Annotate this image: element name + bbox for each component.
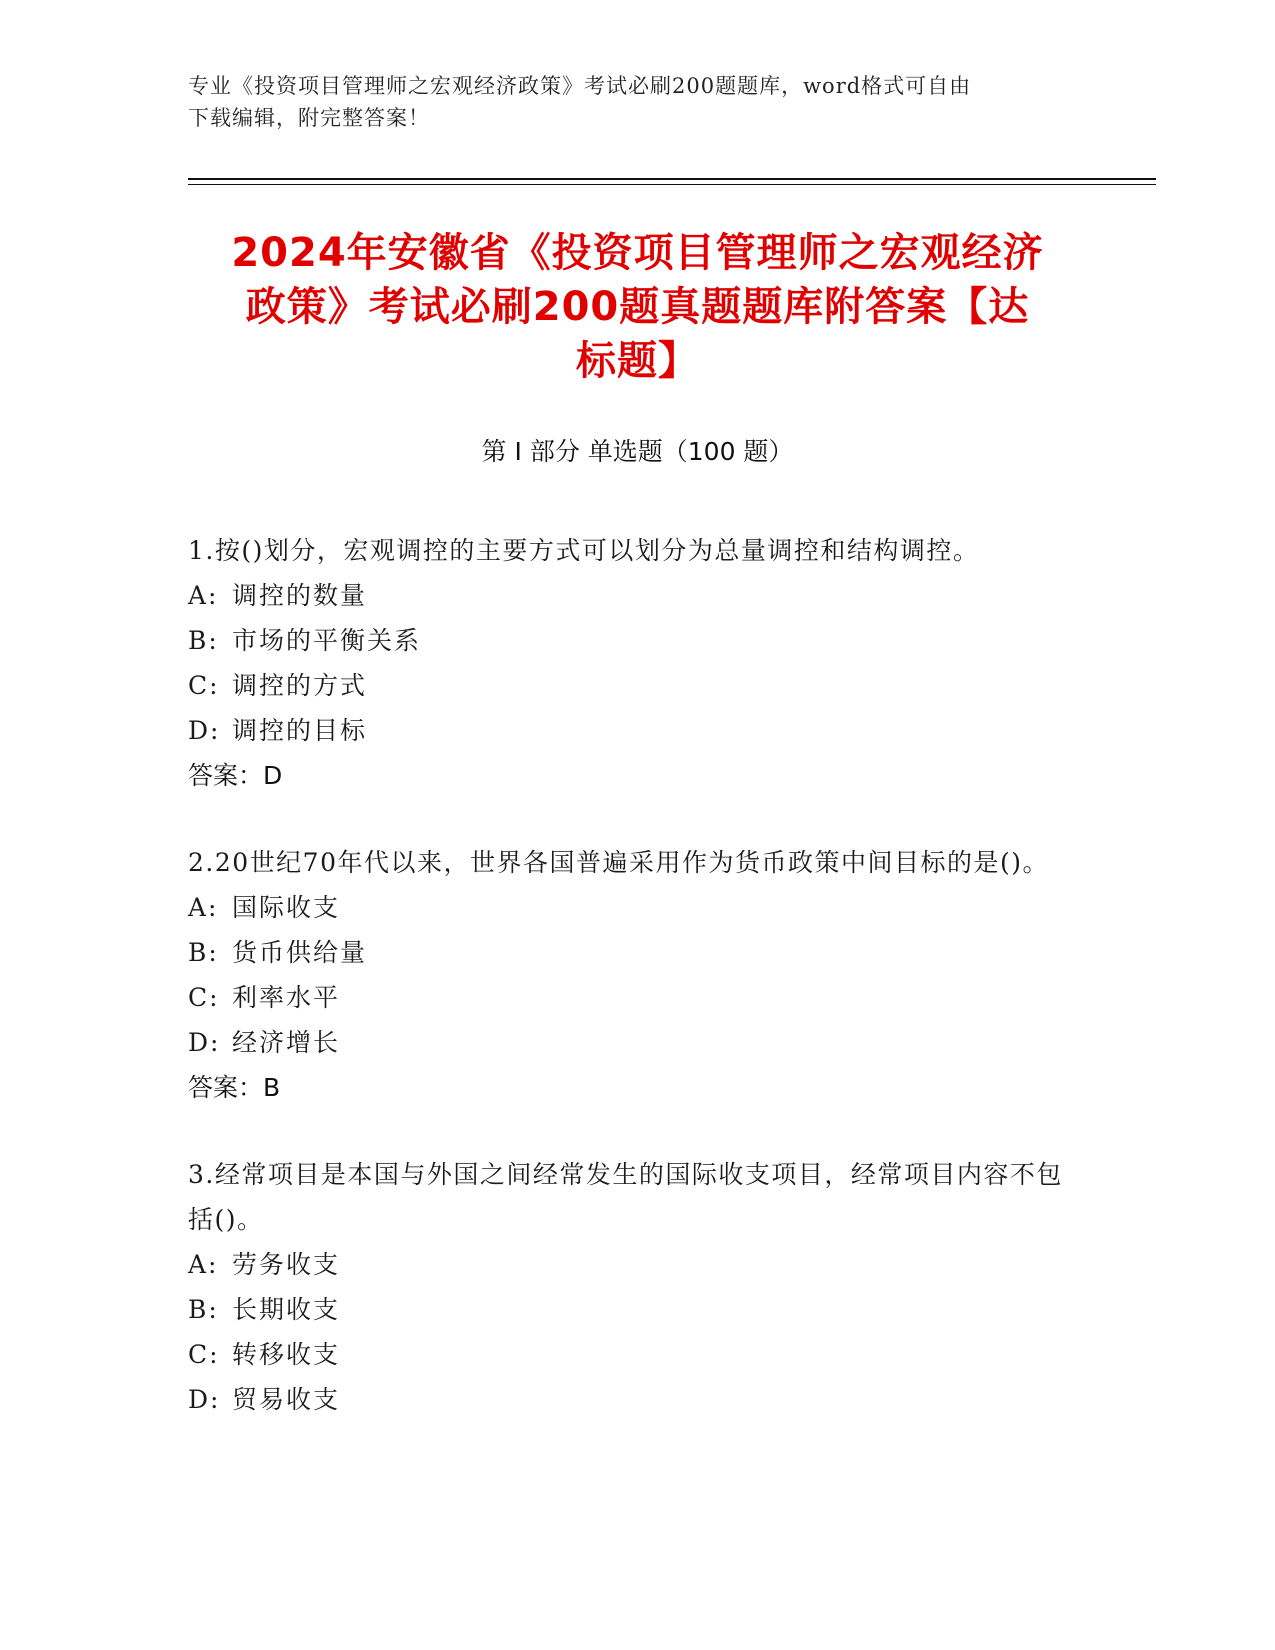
question-2 — [188, 840, 1088, 1110]
option-text: 调控的目标 — [232, 716, 368, 745]
option-key: D: — [188, 1385, 221, 1414]
option-key: D: — [188, 1028, 221, 1057]
option-text: 劳务收支 — [232, 1250, 341, 1279]
option-b — [188, 1287, 1088, 1332]
option-text: 利率水平 — [232, 983, 341, 1012]
option-key: A: — [188, 893, 219, 922]
option-text: 转移收支 — [232, 1340, 341, 1369]
option-text: 国际收支 — [232, 893, 341, 922]
option-key: C: — [188, 1340, 220, 1369]
option-key: B: — [188, 1295, 219, 1324]
option-key: D: — [188, 716, 221, 745]
header-divider-thin — [188, 184, 1156, 185]
answer-line: 答案：D — [188, 761, 283, 790]
header-note — [188, 70, 1088, 134]
header-divider-thick — [188, 178, 1156, 180]
option-b — [188, 930, 1088, 975]
option-d — [188, 1020, 1088, 1065]
option-key: A: — [188, 581, 219, 610]
option-text: 长期收支 — [232, 1295, 341, 1324]
option-text: 贸易收支 — [232, 1385, 341, 1414]
option-key: C: — [188, 983, 220, 1012]
option-text: 经济增长 — [232, 1028, 341, 1057]
option-a — [188, 573, 1088, 618]
question-1 — [188, 528, 1088, 798]
option-text: 调控的方式 — [232, 671, 368, 700]
header-note-line1: 专业《投资项目管理师之宏观经济政策》考试必刷200题题库，word格式可自由 — [188, 74, 972, 98]
option-text: 调控的数量 — [232, 581, 368, 610]
option-key: A: — [188, 1250, 219, 1279]
option-key: B: — [188, 626, 219, 655]
option-text: 市场的平衡关系 — [232, 626, 422, 655]
option-c — [188, 975, 1088, 1020]
document-title — [160, 226, 1115, 388]
section-heading: 第 I 部分 单选题（100 题） — [481, 437, 794, 466]
option-a — [188, 1242, 1088, 1287]
document-title-line2: 政策》考试必刷200题真题题库附答案【达 — [245, 284, 1030, 330]
option-d — [188, 708, 1088, 753]
option-a — [188, 885, 1088, 930]
question-3 — [188, 1152, 1088, 1422]
document-title-line1: 2024年安徽省《投资项目管理师之宏观经济 — [231, 230, 1044, 276]
question-list — [188, 528, 1088, 1464]
question-text: 1.按()划分，宏观调控的主要方式可以划分为总量调控和结构调控。 — [188, 536, 980, 565]
option-b — [188, 618, 1088, 663]
option-c — [188, 1332, 1088, 1377]
option-key: B: — [188, 938, 219, 967]
option-text: 货币供给量 — [232, 938, 368, 967]
question-text: 2.20世纪70年代以来，世界各国普遍采用作为货币政策中间目标的是()。 — [188, 848, 1049, 877]
option-c — [188, 663, 1088, 708]
option-key: C: — [188, 671, 220, 700]
option-d — [188, 1377, 1088, 1422]
question-text: 3.经常项目是本国与外国之间经常发生的国际收支项目，经常项目内容不包括()。 — [188, 1160, 1063, 1234]
answer-line: 答案：B — [188, 1073, 281, 1102]
header-note-line2: 下载编辑，附完整答案！ — [188, 106, 430, 130]
document-title-line3: 标题】 — [576, 338, 699, 384]
